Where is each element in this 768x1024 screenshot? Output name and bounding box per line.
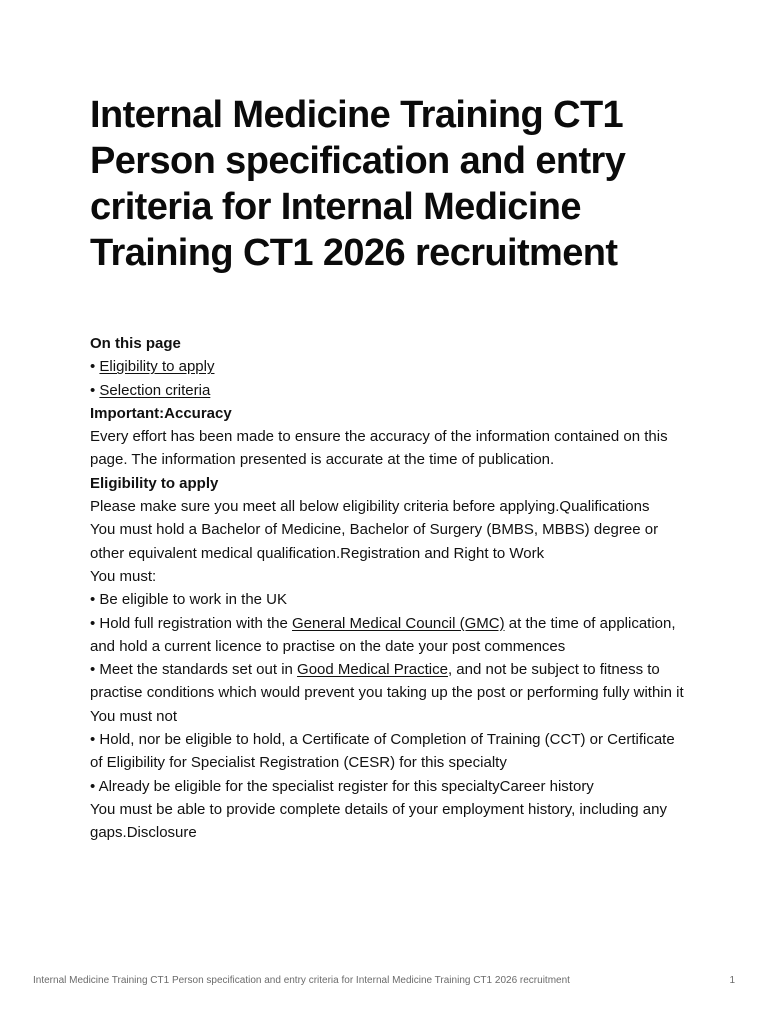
you-must-not-label: You must not xyxy=(90,707,178,725)
career-history-paragraph: You must be able to provide complete details of your employment history, including any gaps.Disclosure xyxy=(90,800,667,842)
document-page xyxy=(90,92,690,845)
gmc-link[interactable]: General Medical Council (GMC) xyxy=(292,614,505,632)
toc-link-eligibility[interactable]: Eligibility to apply xyxy=(99,358,215,376)
toc-link-selection[interactable]: Selection criteria xyxy=(99,381,211,399)
page-footer xyxy=(33,975,735,987)
document-content xyxy=(90,332,690,845)
eligibility-intro: Please make sure you meet all below eligibility criteria before applying.Qualifications xyxy=(90,498,650,516)
list-item xyxy=(90,612,690,659)
toc-item-eligibility xyxy=(90,355,690,378)
list-item-text: • Meet the standards set out in xyxy=(90,661,298,679)
bullet: • xyxy=(90,358,100,376)
list-item-text: at the time of application, and hold a current licence to practise on the date your post commences xyxy=(90,614,676,655)
page-title: Internal Medicine Training CT1 Person specification and entry criteria for Internal Medicine Training CT1 2026 recruitment xyxy=(90,94,626,274)
list-item xyxy=(90,658,690,705)
bullet: • xyxy=(90,381,100,399)
page-number: 1 xyxy=(729,975,735,986)
accuracy-paragraph: Every effort has been made to ensure the accuracy of the information contained on this page. The information presented is accurate at the time of publication. xyxy=(90,428,668,469)
toc-item-selection xyxy=(90,379,690,402)
good-medical-practice-link[interactable]: Good Medical Practice xyxy=(297,661,448,679)
list-item-text: , and not be subject to fitness to practise conditions which would prevent you taking up the post or performing fully within it xyxy=(90,661,684,702)
list-item: • Hold, nor be eligible to hold, a Certificate of Completion of Training (CCT) or Certificate of Eligibility for Specialist Registration (CESR) for this specialty xyxy=(90,731,675,772)
eligibility-heading: Eligibility to apply xyxy=(90,474,219,492)
qualifications-paragraph: You must hold a Bachelor of Medicine, Bachelor of Surgery (BMBS, MBBS) degree or other equivalent medical qualification.Registration and Right to Work xyxy=(90,521,659,562)
on-this-page-heading: On this page xyxy=(90,335,181,352)
footer-title: Internal Medicine Training CT1 Person specification and entry criteria for Internal Medicine Training CT1 2026 recruitment xyxy=(33,975,570,986)
list-item: • Already be eligible for the specialist register for this specialtyCareer history xyxy=(90,777,594,795)
list-item-text: • Hold full registration with the xyxy=(90,614,293,632)
important-heading: Important:Accuracy xyxy=(90,404,232,422)
you-must-label: You must: xyxy=(90,567,157,585)
list-item: • Be eligible to work in the UK xyxy=(90,591,288,609)
